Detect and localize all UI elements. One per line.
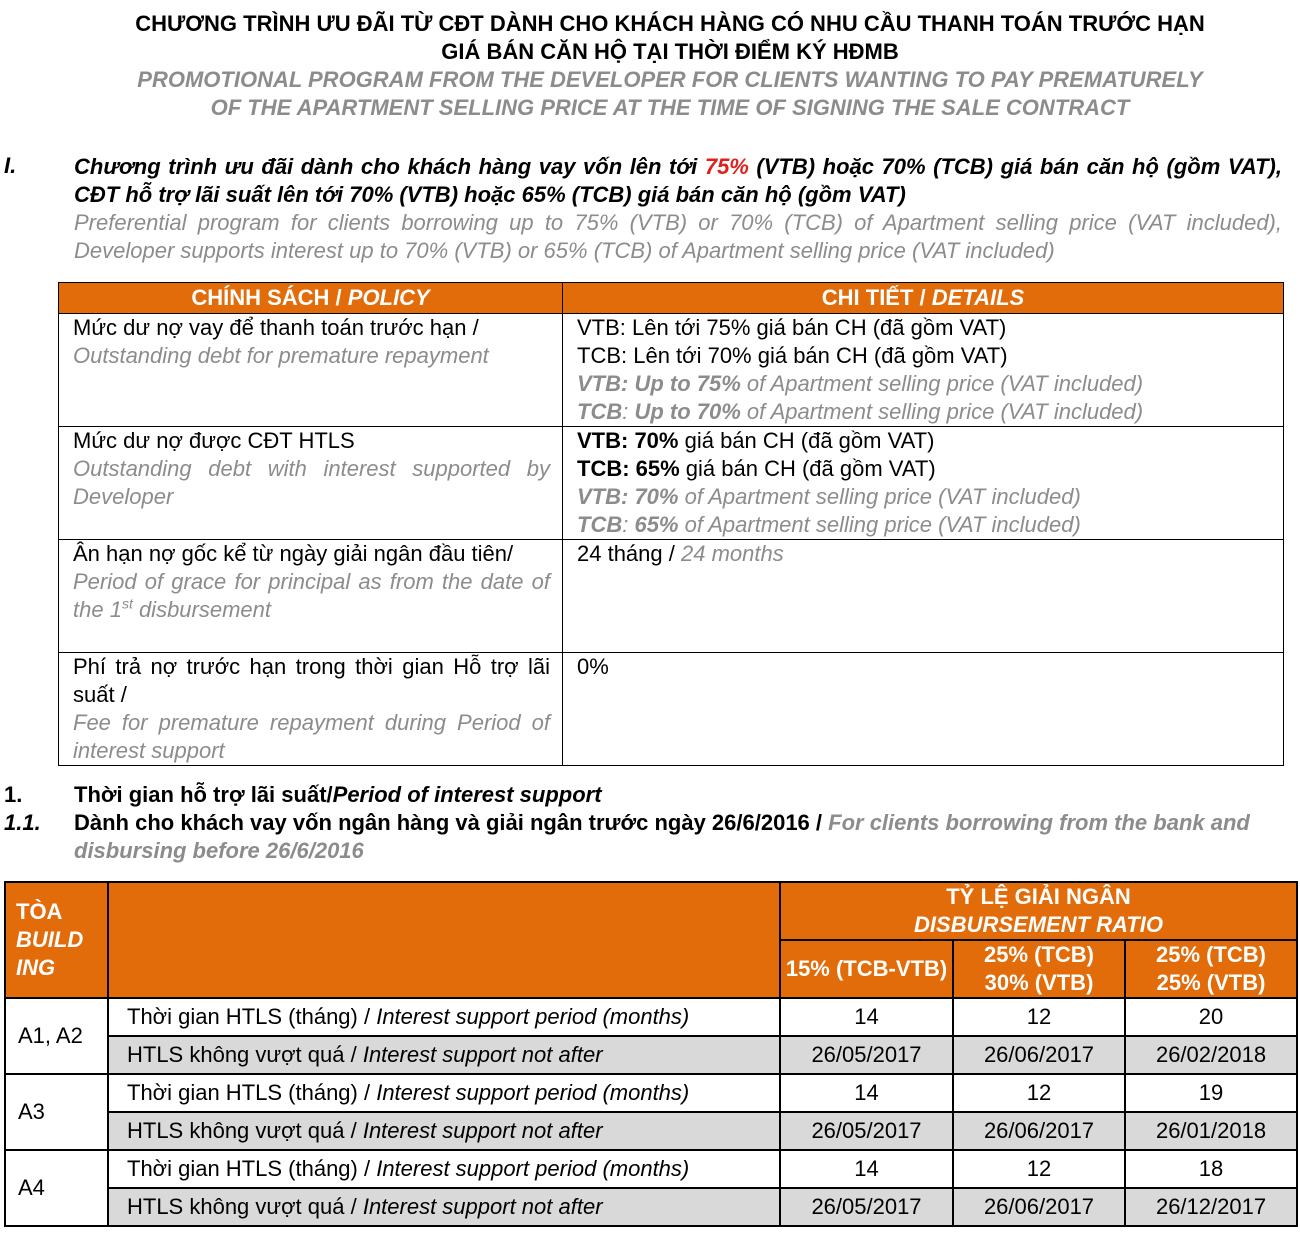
building-name: A1, A2 — [5, 998, 108, 1074]
detail-bold: TCB — [577, 512, 623, 537]
policy-column-header — [59, 283, 563, 314]
policy-en — [73, 568, 550, 624]
label-en: Interest support period (months) — [376, 1156, 690, 1181]
highlight-75-percent: 75% — [704, 154, 749, 179]
detail-line: TCB: Lên tới 70% giá bán CH (đã gồm VAT) — [577, 343, 1008, 368]
label-column-header — [108, 882, 780, 998]
table-row — [5, 1112, 1297, 1150]
details-cell — [563, 540, 1284, 653]
ratio-line: 30% (VTB) — [984, 970, 1094, 995]
table-row — [5, 1074, 1297, 1112]
label-en: Interest support not after — [362, 1118, 603, 1143]
ratio-header-en: DISBURSEMENT RATIO — [914, 912, 1163, 937]
label-vi: HTLS không vượt quá / — [127, 1042, 363, 1067]
months-value: 14 — [780, 1074, 953, 1112]
not-after-label — [108, 1112, 780, 1150]
section-1-heading-part: Chương trình ưu đãi dành cho khách hàng vay vốn lên tới — [74, 154, 705, 179]
policy-cell — [59, 653, 563, 766]
ratio-column-25-30 — [953, 940, 1125, 998]
detail-line — [577, 483, 1271, 511]
policy-en-part: disbursement — [132, 597, 272, 622]
table-row — [5, 998, 1297, 1036]
disbursement-ratio-header — [780, 882, 1297, 940]
label-en: Interest support period (months) — [376, 1004, 690, 1029]
header-vi: CHI TIẾT / — [821, 285, 932, 310]
building-name: A4 — [5, 1150, 108, 1226]
policy-en: Fee for premature repayment during Period of interest support — [73, 710, 550, 763]
details-cell — [563, 314, 1284, 427]
policy-en: Outstanding debt with interest supported by Developer — [73, 456, 550, 509]
date-value: 26/01/2018 — [1125, 1112, 1297, 1150]
policy-table — [58, 282, 1284, 766]
detail-line — [577, 511, 1271, 539]
months-value: 12 — [953, 1150, 1125, 1188]
months-value: 14 — [780, 1150, 953, 1188]
detail-bold: TCB — [577, 399, 623, 424]
table-row — [59, 427, 1284, 540]
detail-line — [577, 455, 1271, 483]
date-value: 26/12/2017 — [1125, 1188, 1297, 1226]
policy-vi: Mức dư nợ được CĐT HTLS — [73, 428, 355, 453]
detail-bold: 65% — [634, 512, 679, 537]
table-row — [5, 1150, 1297, 1188]
not-after-label — [108, 1036, 780, 1074]
policy-vi: Mức dư nợ vay để thanh toán trước hạn / — [73, 315, 479, 340]
interest-support-schedule-table — [4, 881, 1298, 1227]
policy-cell — [59, 427, 563, 540]
months-value: 20 — [1125, 998, 1297, 1036]
detail-rest: of Apartment selling price (VAT included) — [740, 371, 1144, 396]
building-column-header — [5, 882, 108, 998]
header-vi: CHÍNH SÁCH / — [191, 285, 348, 310]
period-label — [108, 1150, 780, 1188]
title-vi-line2: GIÁ BÁN CĂN HỘ TẠI THỜI ĐIỂM KÝ HĐMB — [441, 39, 899, 64]
not-after-label — [108, 1188, 780, 1226]
detail-line: 0% — [577, 654, 609, 679]
heading-1-1 — [4, 809, 1264, 865]
ratio-line: 25% (VTB) — [1156, 970, 1266, 995]
detail-line — [577, 370, 1271, 398]
date-value: 26/06/2017 — [953, 1036, 1125, 1074]
building-header-vi: TÒA — [16, 899, 63, 924]
heading-1-vi: Thời gian hỗ trợ lãi suất/ — [74, 782, 333, 807]
heading-1-en: Period of interest support — [332, 782, 602, 807]
date-value: 26/06/2017 — [953, 1112, 1125, 1150]
months-value: 18 — [1125, 1150, 1297, 1188]
heading-1-1-en: For clients borrowing from the bank and disbursing before 26/6/2016 — [74, 810, 1250, 863]
ratio-line: 25% (TCB) — [1156, 942, 1267, 967]
title-en-line1: PROMOTIONAL PROGRAM FROM THE DEVELOPER FOR CLIENTS WANTING TO PAY PREMATURELY — [137, 67, 1203, 92]
policy-en-part: Period of grace for principal as from the date of the 1 — [73, 569, 550, 622]
detail-line — [577, 427, 1271, 455]
date-value: 26/06/2017 — [953, 1188, 1125, 1226]
ratio-line: 25% (TCB) — [983, 942, 1094, 967]
title-vi-line1: CHƯƠNG TRÌNH ƯU ĐÃI TỪ CĐT DÀNH CHO KHÁCH HÀNG CÓ NHU CẦU THANH TOÁN TRƯỚC HẠN — [135, 11, 1205, 36]
page-title — [0, 10, 1300, 122]
detail-sep: : — [622, 512, 635, 537]
table-row — [5, 1188, 1297, 1226]
months-value: 12 — [953, 998, 1125, 1036]
building-header-en: BUILD ING — [16, 927, 84, 980]
date-value: 26/02/2018 — [1125, 1036, 1297, 1074]
policy-vi: Ân hạn nợ gốc kể từ ngày giải ngân đầu tiên/ — [73, 541, 514, 566]
detail-rest: of Apartment selling price (VAT included) — [740, 399, 1144, 424]
detail-rest: giá bán CH (đã gồm VAT) — [679, 456, 936, 481]
heading-1-number: 1. — [4, 782, 23, 807]
detail-bold: VTB: 70% — [577, 428, 679, 453]
label-vi: Thời gian HTLS (tháng) / — [127, 1080, 377, 1105]
detail-rest: of Apartment selling price (VAT included) — [678, 484, 1081, 509]
period-label — [108, 1074, 780, 1112]
details-cell — [563, 653, 1284, 766]
table-row — [59, 653, 1284, 766]
section-1 — [4, 153, 1282, 265]
months-value: 12 — [953, 1074, 1125, 1112]
superscript: st — [121, 595, 133, 612]
detail-sep: : — [622, 399, 635, 424]
heading-1-1-number: 1.1. — [4, 810, 41, 835]
label-vi: HTLS không vượt quá / — [127, 1194, 363, 1219]
ratio-column-25-25 — [1125, 940, 1297, 998]
header-en: DETAILS — [931, 285, 1025, 310]
detail-bold: TCB: 65% — [577, 456, 680, 481]
ratio-header-vi: TỶ LỆ GIẢI NGÂN — [946, 884, 1131, 909]
detail-bold: Up to 70% — [634, 399, 741, 424]
table-row — [59, 540, 1284, 653]
table-row — [5, 1036, 1297, 1074]
building-name: A3 — [5, 1074, 108, 1150]
policy-en: Outstanding debt for premature repayment — [73, 343, 489, 368]
detail-bold: VTB: 70% — [577, 484, 679, 509]
section-1-heading-en: Preferential program for clients borrowing up to 75% (VTB) or 70% (TCB) of Apartment selling price (VAT included), Developer supports interest up to 70% (VTB) or 65% (TCB) of Apartment selling price (VAT included) — [74, 210, 1282, 263]
label-en: Interest support period (months) — [376, 1080, 690, 1105]
section-1-number: I. — [4, 153, 17, 178]
months-value: 14 — [780, 998, 953, 1036]
label-vi: HTLS không vượt quá / — [127, 1118, 363, 1143]
label-en: Interest support not after — [362, 1194, 603, 1219]
policy-cell — [59, 314, 563, 427]
detail-vi: 24 tháng / — [577, 541, 681, 566]
heading-1 — [4, 781, 602, 809]
detail-line: VTB: Lên tới 75% giá bán CH (đã gồm VAT) — [577, 315, 1007, 340]
label-vi: Thời gian HTLS (tháng) / — [127, 1156, 377, 1181]
date-value: 26/05/2017 — [780, 1188, 953, 1226]
heading-1-1-vi: Dành cho khách vay vốn ngân hàng và giải ngân trước ngày 26/6/2016 / — [74, 810, 829, 835]
detail-line — [577, 540, 1271, 568]
label-vi: Thời gian HTLS (tháng) / — [127, 1004, 377, 1029]
detail-bold: VTB: Up to 75% — [577, 371, 741, 396]
date-value: 26/05/2017 — [780, 1036, 953, 1074]
detail-en: 24 months — [680, 541, 784, 566]
detail-line — [577, 398, 1271, 426]
table-row — [59, 314, 1284, 427]
detail-rest: giá bán CH (đã gồm VAT) — [678, 428, 935, 453]
policy-cell — [59, 540, 563, 653]
label-en: Interest support not after — [362, 1042, 603, 1067]
section-1-heading-part: (VTB) hoặc 70% (TCB) giá bán căn hộ (gồm VAT), CĐT hỗ trợ lãi suất lên tới 70% (VTB) hoặc 65% (TCB) giá bán căn hộ (gồm VAT) — [74, 154, 1282, 207]
section-1-heading-vi — [74, 153, 1282, 209]
date-value: 26/05/2017 — [780, 1112, 953, 1150]
details-column-header — [563, 283, 1284, 314]
header-en: POLICY — [347, 285, 430, 310]
detail-rest: of Apartment selling price (VAT included) — [678, 512, 1081, 537]
ratio-column-15: 15% (TCB-VTB) — [780, 940, 953, 998]
period-label — [108, 998, 780, 1036]
policy-vi: Phí trả nợ trước hạn trong thời gian Hỗ trợ lãi suất / — [73, 654, 550, 707]
title-en-line2: OF THE APARTMENT SELLING PRICE AT THE TIME OF SIGNING THE SALE CONTRACT — [210, 95, 1130, 120]
months-value: 19 — [1125, 1074, 1297, 1112]
details-cell — [563, 427, 1284, 540]
